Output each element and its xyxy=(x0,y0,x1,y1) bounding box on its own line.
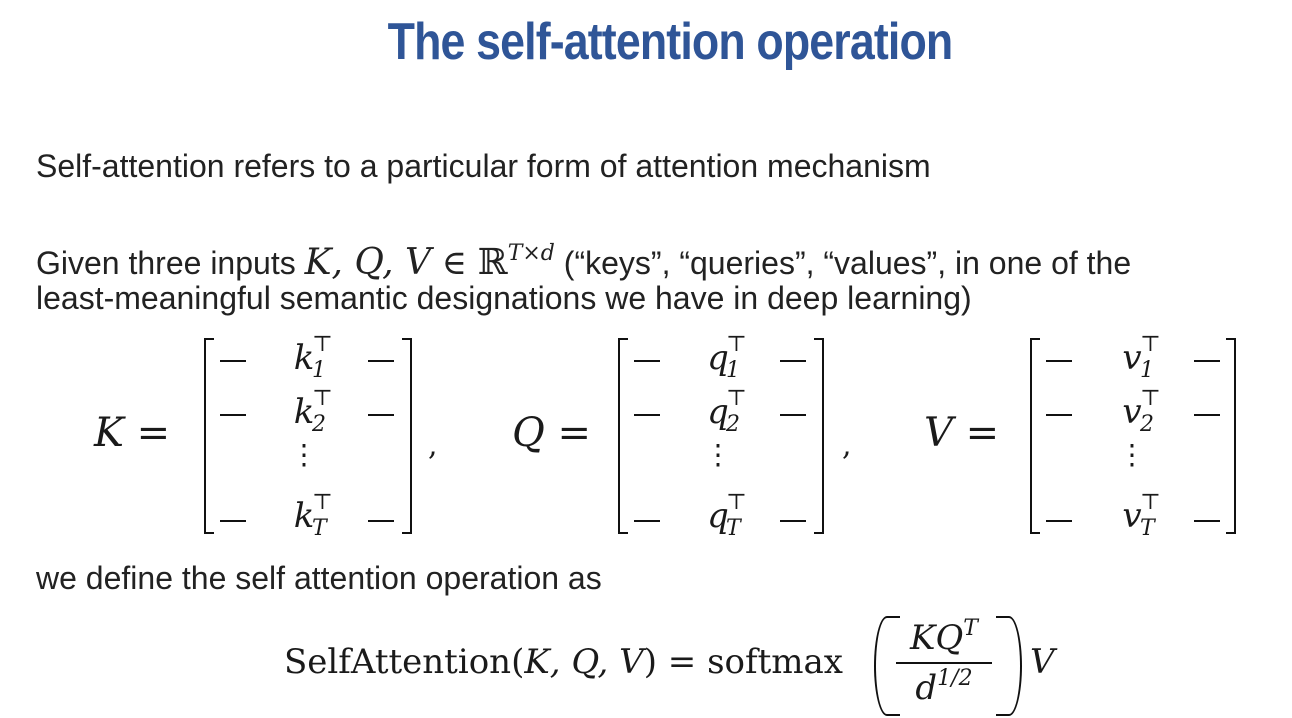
row-dash xyxy=(368,520,394,522)
matrix-v-row-2: v ⊤ 2 xyxy=(1122,386,1161,437)
row-dash xyxy=(780,414,806,416)
matrix-k-right-bracket xyxy=(402,338,412,534)
fraction-bar xyxy=(896,662,992,664)
slide-title: The self-attention operation xyxy=(387,13,953,71)
real-set-dims: T×d xyxy=(507,241,555,266)
define-line: we define the self attention operation as xyxy=(36,560,602,596)
matrix-q-vdots: ⋮ xyxy=(704,438,732,471)
equation-lhs: SelfAttention(K, Q, V) = softmax xyxy=(284,642,843,682)
matrix-k xyxy=(90,332,450,541)
row-dash xyxy=(220,520,246,522)
matrix-v-right-bracket xyxy=(1226,338,1236,534)
matrix-q-row-2: q ⊤ 2 xyxy=(707,386,747,437)
equation-v: V xyxy=(1030,642,1055,682)
designations-line: least-meaningful semantic designations we have in deep learning) xyxy=(36,280,972,316)
matrix-q-left-bracket xyxy=(618,338,628,534)
matrix-q xyxy=(508,332,868,541)
matrix-q-comma: , xyxy=(842,428,852,463)
intro-line: Self-attention refers to a particular form of attention mechanism xyxy=(36,148,931,184)
matrix-v-row-1: v ⊤ 1 xyxy=(1122,332,1161,383)
matrix-v-left-bracket xyxy=(1030,338,1040,534)
row-dash xyxy=(780,520,806,522)
inputs-line-prefix: Given three inputs xyxy=(36,245,305,281)
matrix-v-vdots: ⋮ xyxy=(1118,438,1146,471)
matrix-q-right-bracket xyxy=(814,338,824,534)
real-set-symbol: ℝ xyxy=(477,242,508,283)
matrix-k-row-1: k ⊤ 1 xyxy=(293,332,333,383)
row-dash xyxy=(220,414,246,416)
matrix-k-lhs: K = xyxy=(94,410,171,456)
row-dash xyxy=(1194,520,1220,522)
row-dash xyxy=(1046,360,1072,362)
matrix-v xyxy=(924,332,1264,541)
row-dash xyxy=(634,414,660,416)
row-dash xyxy=(220,360,246,362)
row-dash xyxy=(634,520,660,522)
matrix-q-lhs: Q = xyxy=(512,410,592,456)
inputs-vars: K, Q, V xyxy=(304,242,431,283)
element-of-symbol: ∈ xyxy=(430,243,478,283)
row-dash xyxy=(1046,520,1072,522)
matrix-k-comma: , xyxy=(428,428,438,463)
fraction-denominator: $d^{1/2}$ xyxy=(915,666,973,708)
matrix-k-row-t: k ⊤ T xyxy=(293,490,333,541)
matrix-k-vdots: ⋮ xyxy=(290,438,318,471)
matrix-q-row-1: q ⊤ 1 xyxy=(707,332,747,383)
row-dash xyxy=(368,360,394,362)
row-dash xyxy=(1046,414,1072,416)
matrix-v-lhs: V = xyxy=(924,410,1000,456)
fraction-numerator: $KQ^T$ xyxy=(910,616,978,658)
inputs-line-suffix: (“keys”, “queries”, “values”, in one of the xyxy=(554,245,1132,281)
row-dash xyxy=(1194,414,1220,416)
matrix-k-left-bracket xyxy=(204,338,214,534)
matrix-k-row-2: k ⊤ 2 xyxy=(293,386,333,437)
row-dash xyxy=(368,414,394,416)
matrix-q-row-t: q ⊤ T xyxy=(707,490,747,541)
matrix-v-row-t: v ⊤ T xyxy=(1122,490,1161,541)
right-paren xyxy=(996,616,1022,716)
row-dash xyxy=(634,360,660,362)
row-dash xyxy=(1194,360,1220,362)
row-dash xyxy=(780,360,806,362)
